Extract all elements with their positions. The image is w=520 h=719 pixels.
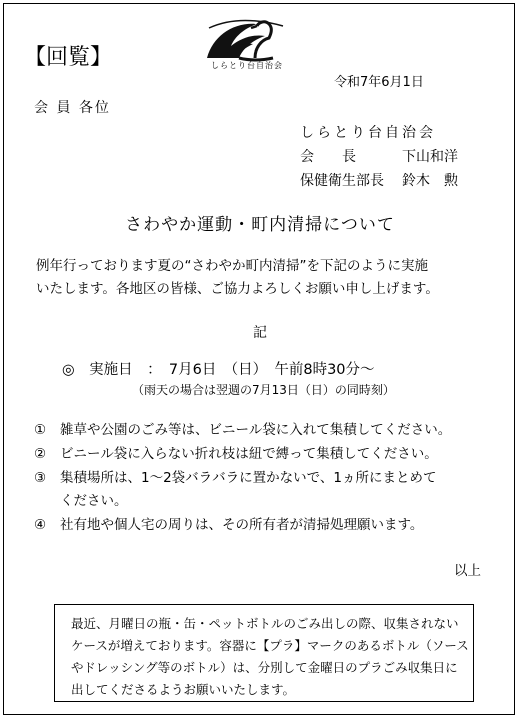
sender-health-name: 鈴木 勲 [402, 173, 458, 189]
intro-line-2: いたします。各地区の皆様、ご協力よろしくお願い申し上げます。 [36, 281, 439, 297]
sender-chair-name: 下山和洋 [402, 149, 458, 165]
document-page [3, 3, 515, 715]
circular-tag: 【回覧】 [24, 45, 113, 70]
recycling-notice-box [54, 604, 474, 702]
association-logo [199, 12, 289, 74]
sender-health-title: 保健衛生部長 [300, 173, 384, 189]
logo-caption: しらとり台自治会 [211, 61, 283, 70]
addressee: 会 員 各位 [34, 100, 111, 116]
notice-line: やドレッシング等のボトル）は、分別して金曜日のプラごみ収集日に [71, 660, 458, 675]
notice-line: 最近、月曜日の瓶・缶・ペットボトルのごみ出しの際、収集されない [71, 616, 459, 631]
schedule-rain-note: （雨天の場合は翌週の7月13日（日）の同時刻） [132, 383, 395, 397]
list-item [34, 513, 423, 533]
sender-chair-title: 会 長 [300, 149, 356, 165]
item-text: 雑草や公園のごみ等は、ビニール袋に入れて集積してください。 [60, 422, 452, 438]
item-text: 集積場所は、1～2袋バラバラに置かないで、1ヵ所にまとめて [60, 470, 437, 486]
list-item-continuation: ください。 [60, 493, 128, 509]
closing-mark: 以上 [454, 563, 481, 579]
item-number: ③ [34, 470, 47, 486]
sender-org: しらとり台自治会 [300, 125, 436, 141]
item-number: ① [34, 422, 47, 438]
notice-line: ケースが増えております。容器に【プラ】マークのあるボトル（ソース [71, 638, 469, 653]
list-item [34, 466, 437, 486]
list-item [34, 442, 438, 462]
document-title: さわやか運動・町内清掃について [125, 215, 395, 235]
ki-marker: 記 [253, 325, 267, 341]
intro-line-1: 例年行っております夏の“さわやか町内清掃”を下記のように実施 [36, 258, 428, 274]
item-text: 社有地や個人宅の周りは、その所有者が清掃処理願います。 [60, 517, 424, 533]
schedule-main: ◎ 実施日 ： 7月6日 （日） 午前8時30分～ [62, 362, 375, 378]
item-number: ④ [34, 517, 47, 533]
list-item [34, 418, 451, 438]
item-number: ② [34, 446, 47, 462]
item-text: ビニール袋に入らない折れ枝は紐で縛って集積してください。 [60, 446, 438, 462]
notice-line: 出してくださるようお願いいたします。 [71, 682, 296, 697]
issue-date: 令和7年6月1日 [334, 75, 424, 90]
